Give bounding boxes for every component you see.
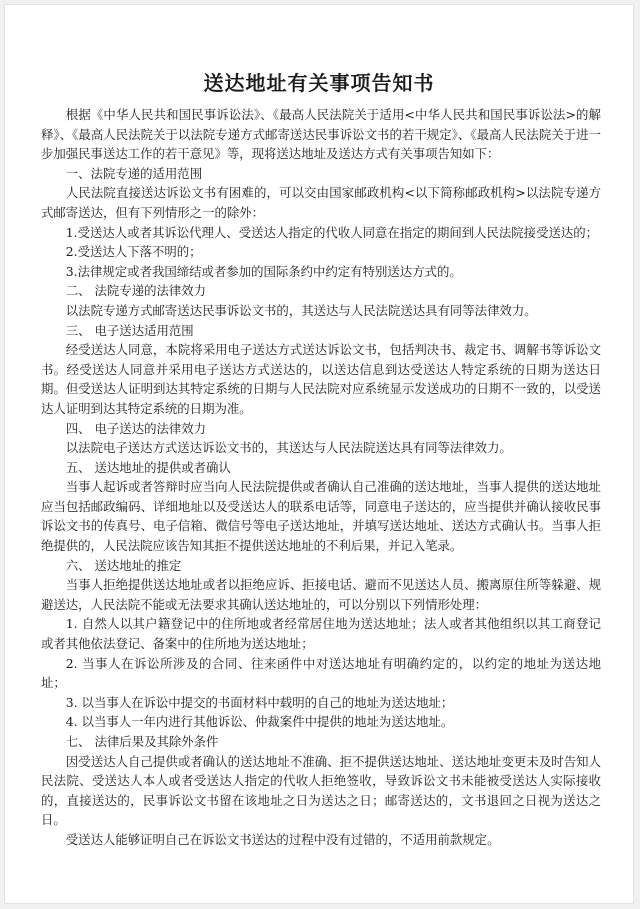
- section-1-item-1: 1.受送达人或者其诉讼代理人、受送达人指定的代收人同意在指定的期间到人民法院接受送达的；: [65, 224, 599, 240]
- intro-paragraph: 根据《中华人民共和国民事诉讼法》、《最高人民法院关于适用<中华人民共和国民事诉讼法>的解释》、《最高人民法院关于以法院专递方式邮寄送达民事诉讼文书的若干规定》、《最高人民法院关于进一步加强民事送达工作的若干意见》等，现将送达地址及送达方式有关事项告知如下：: [41, 107, 601, 162]
- section-6-item-4: 4. 以当事人一年内进行其他诉讼、仲裁案件中提供的地址为送达地址。: [65, 714, 454, 730]
- document-page: [4, 4, 634, 904]
- section-6-heading: 六、 送达地址的推定: [65, 557, 182, 573]
- document-body: [41, 105, 601, 850]
- section-2-heading: 二、 法院专递的法律效力: [65, 283, 207, 299]
- section-3-text: 经受送达人同意，本院将采用电子送达方式送达诉讼文书，包括判决书、裁定书、调解书等诉讼文书。经受送达人同意并采用电子送达方式送达的，以送达信息到达受送达人特定系统的日期为送达日期。但受送达人证明到达其特定系统的日期与人民法院对应系统显示发送成功的日期不一致的，以受送达人证明到达其特定系统的日期为准。: [41, 342, 601, 416]
- section-7-text-2: 受送达人能够证明自己在诉讼文书送达的过程中没有过错的，不适用前款规定。: [65, 831, 500, 847]
- section-6-item-1: 1. 自然人以其户籍登记中的住所地或者经常居住地为送达地址；法人或者其他组织以其工商登记或者其他依法登记、备案中的住所地为送达地址；: [41, 616, 601, 652]
- section-3-heading: 三、 电子送达适用范围: [65, 322, 194, 338]
- section-1-item-2: 2.受送达人下落不明的；: [65, 244, 202, 260]
- section-4-heading: 四、 电子送达的法律效力: [65, 420, 207, 436]
- section-2-text: 以法院专递方式邮寄送达民事诉讼文书的，其送达与人民法院送达具有同等法律效力。: [65, 302, 537, 318]
- section-6-item-2: 2. 当事人在诉讼所涉及的合同、往来函件中对送达地址有明确约定的，以约定的地址为送达地址；: [41, 655, 601, 691]
- section-5-heading: 五、 送达地址的提供或者确认: [65, 459, 231, 475]
- section-4-text: 以法院电子送达方式送达诉讼文书的，其送达与人民法院送达具有同等法律效力。: [65, 440, 512, 456]
- section-5-text: 当事人起诉或者答辩时应当向人民法院提供或者确认自己准确的送达地址，当事人提供的送达地址应当包括邮政编码、详细地址以及受送达人的联系电话等，同意电子送达的，应当提供并确认接收民事诉讼文书的传真号、电子信箱、微信号等电子送达地址，并填写送达地址、送达方式确认书。当事人拒绝提供的，人民法院应该告知其拒不提供送达地址的不利后果，并记入笔录。: [41, 479, 601, 554]
- section-6-text: 当事人拒绝提供送达地址或者以拒绝应诉、拒接电话、避而不见送达人员、搬离原住所等躲避、规避送达，人民法院不能或无法要求其确认送达地址的，可以分别以下列情形处理：: [41, 577, 601, 612]
- section-7-heading: 七、 法律后果及其除外条件: [65, 734, 219, 749]
- section-1-heading: 一、法院专递的适用范围: [65, 165, 203, 181]
- section-1-text: 人民法院直接送达诉讼文书有困难的，可以交由国家邮政机构<以下简称邮政机构>以法院专递方式邮寄送达，但有下列情形之一的除外：: [41, 185, 601, 220]
- section-6-item-3: 3. 以当事人在诉讼中提交的书面材料中载明的自己的地址为送达地址；: [65, 694, 454, 710]
- section-7-text: 因受送达人自己提供或者确认的送达地址不准确、拒不提供送达地址、送达地址变更未及时告知人民法院、受送达人本人或者受送达人指定的代收人拒绝签收，导致诉讼文书未能被受送达人实际接收的，直接送达的，民事诉讼文书留在该地址之日为送达之日；邮寄送达的，文书退回之日视为送达之日。: [41, 753, 601, 828]
- section-1-item-3: 3.法律规定或者我国缔结或者参加的国际条约中约定有特别送达方式的。: [65, 263, 462, 279]
- document-title: 送达地址有关事项告知书: [203, 71, 435, 95]
